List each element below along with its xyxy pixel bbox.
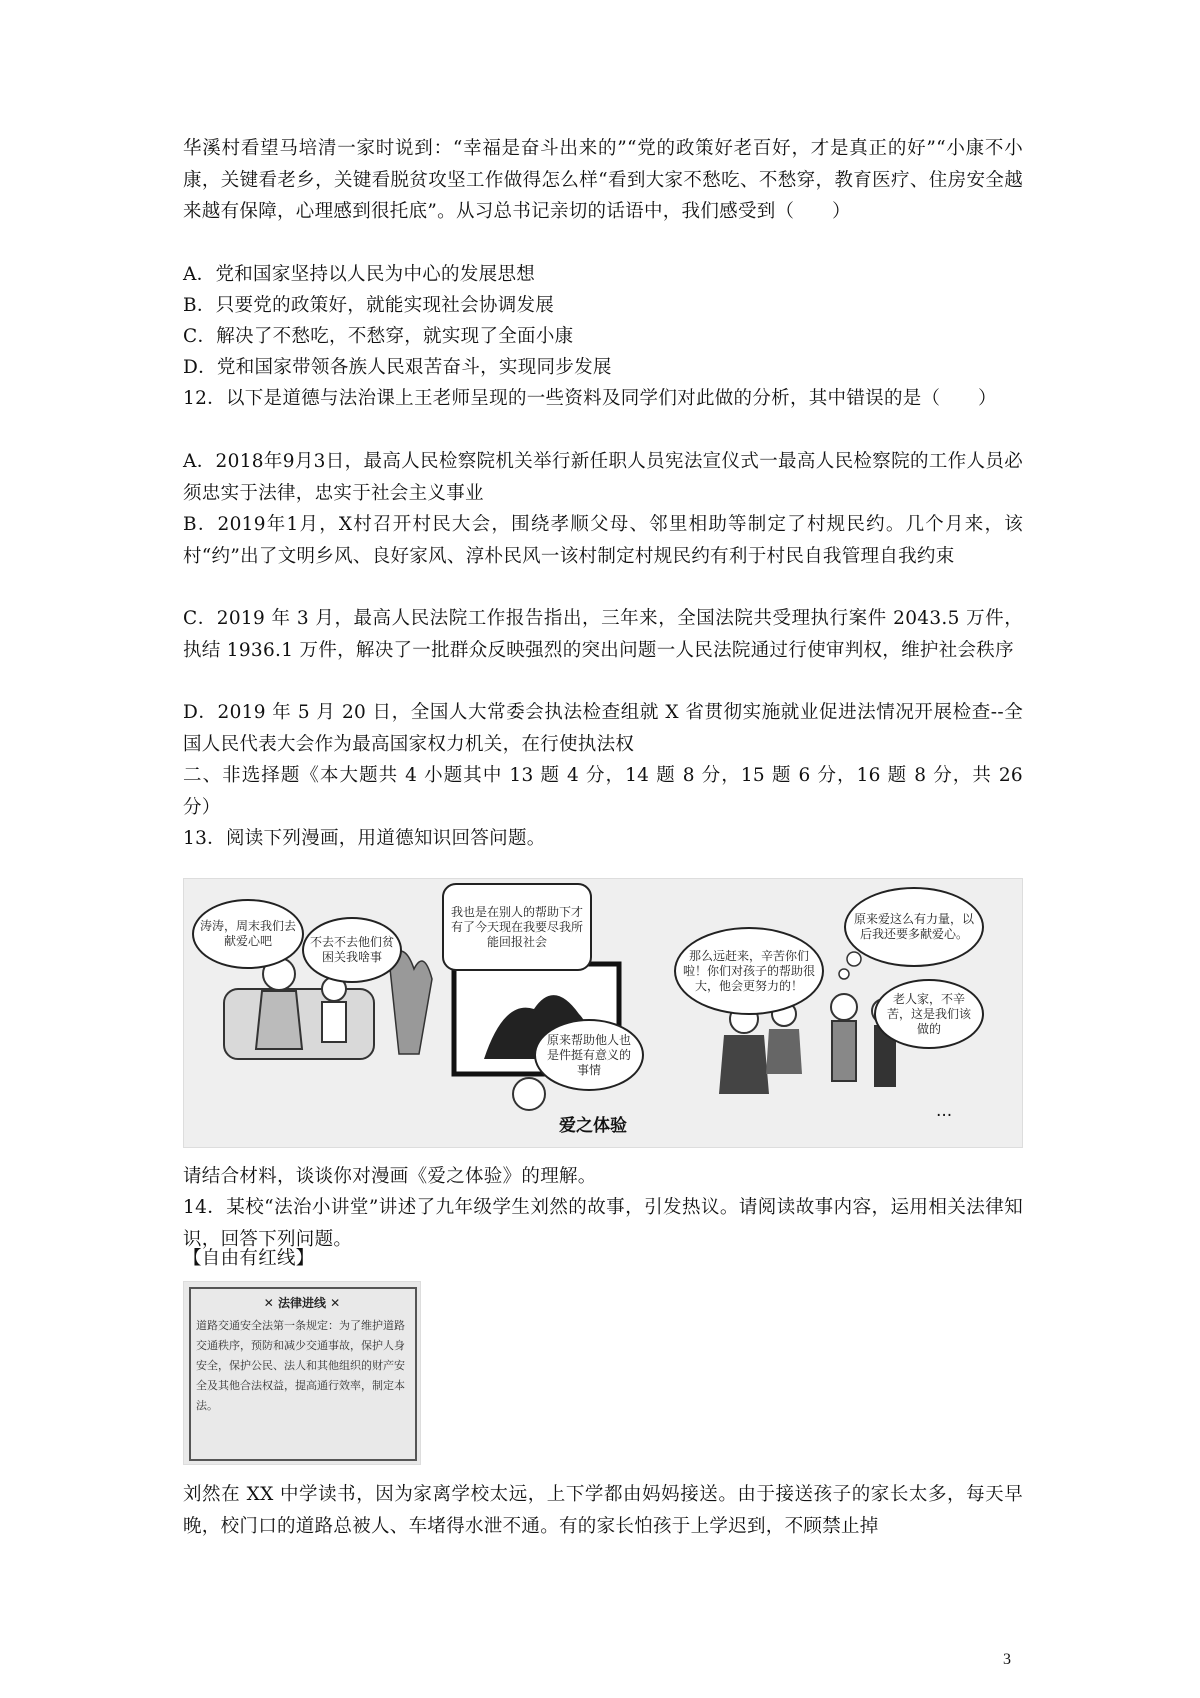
q13-stem: 13．阅读下列漫画，用道德知识回答问题。 [183, 828, 546, 849]
speech-bubble-tv-speaker: 我也是在别人的帮助下才有了今天现在我要尽我所能回报社会 [442, 883, 592, 971]
q11-option-d: D．党和国家带领各族人民艰苦奋斗，实现同步发展 [183, 357, 612, 378]
q14-subheading: 【自由有红线】 [183, 1248, 315, 1269]
q11-option-b: B．只要党的政策好，就能实现社会协调发展 [183, 295, 555, 316]
law-notice-image [183, 1281, 421, 1465]
speech-bubble-son: 不去不去他们贫困关我啥事 [302, 917, 402, 983]
q12-option-a: A．2018年9月3日，最高人民检察院机关举行新任职人员宪法宣仪式一最高人民检察院的工作人员必须忠实于法律，忠实于社会主义事业 [183, 451, 1023, 504]
notice-title: ✕ 法律进线 ✕ [263, 1296, 341, 1310]
q14-stem: 14．某校“法治小讲堂”讲述了九年级学生刘然的故事，引发热议。请阅读故事内容，运用相关法律知识，回答下列问题。 [183, 1197, 1023, 1250]
comic-illustration [183, 878, 1023, 1148]
comic-ellipsis: ... [936, 1101, 953, 1121]
q12-option-c: C．2019 年 3 月，最高人民法院工作报告指出，三年来，全国法院共受理执行案件 2043.5 万件，执结 1936.1 万件，解决了一批群众反映强烈的突出问题一人民法院通过行使审判权，维护社会秩序 [183, 608, 1023, 661]
comic-caption: 爱之体验 [559, 1116, 627, 1136]
q12-option-d: D．2019 年 5 月 20 日，全国人大常委会执法检查组就 X 省贯彻实施就业促进法情况开展检查--全国人民代表大会作为最高国家权力机关，在行使执法权 [183, 702, 1023, 755]
section-2-heading: 二、非选择题《本大题共 4 小题其中 13 题 4 分，14 题 8 分，15 题 6 分，16 题 8 分，共 26 分） [183, 765, 1023, 818]
speech-bubble-volunteer: 老人家，不辛苦，这是我们该做的 [874, 979, 984, 1049]
q11-option-a: A．党和国家坚持以人民为中心的发展思想 [183, 264, 536, 285]
speech-bubble-mother: 涛涛，周末我们去献爱心吧 [192, 899, 304, 969]
notice-body: 道路交通安全法第一条规定：为了维护道路交通秩序，预防和减少交通事故，保护人身安全，保护公民、法人和其他组织的财产安全及其他合法权益，提高通行效率，制定本法。 [196, 1319, 405, 1412]
q11-stem: 华溪村看望马培清一家时说到：“幸福是奋斗出来的”“党的政策好老百好，才是真正的好”“小康不小康，关键看老乡，关键看脱贫攻坚工作做得怎么样“看到大家不愁吃、不愁穿，教育医疗、住房安全越来越有保障，心理感到很托底”。从习总书记亲切的话语中，我们感受到（ ） [183, 138, 1023, 222]
q13-prompt: 请结合材料，谈谈你对漫画《爱之体验》的理解。 [183, 1166, 597, 1187]
q11-option-c: C．解决了不愁吃，不愁穿，就实现了全面小康 [183, 326, 574, 347]
page-number: 3 [1003, 1651, 1011, 1668]
speech-bubble-elder: 那么远赶来，辛苦你们啦！你们对孩子的帮助很大，他会更努力的！ [674, 927, 824, 1015]
thought-bubble-child: 原来爱这么有力量，以后我还要多献爱心。 [844, 887, 984, 967]
speech-bubble-tv-viewer: 原来帮助他人也是件挺有意义的事情 [534, 1019, 644, 1091]
q12-stem: 12．以下是道德与法治课上王老师呈现的一些资料及同学们对此做的分析，其中错误的是（ ） [183, 388, 997, 409]
q12-option-b: B．2019年1月，X村召开村民大会，围绕孝顺父母、邻里相助等制定了村规民约。几个月来，该村“约”出了文明乡风、良好家风、淳朴民风一该村制定村规民约有利于村民自我管理自我约束 [183, 514, 1023, 567]
q14-story: 刘然在 XX 中学读书，因为家离学校太远，上下学都由妈妈接送。由于接送孩子的家长太多，每天早晚，校门口的道路总被人、车堵得水泄不通。有的家长怕孩于上学迟到，不顾禁止掉 [183, 1484, 1023, 1537]
